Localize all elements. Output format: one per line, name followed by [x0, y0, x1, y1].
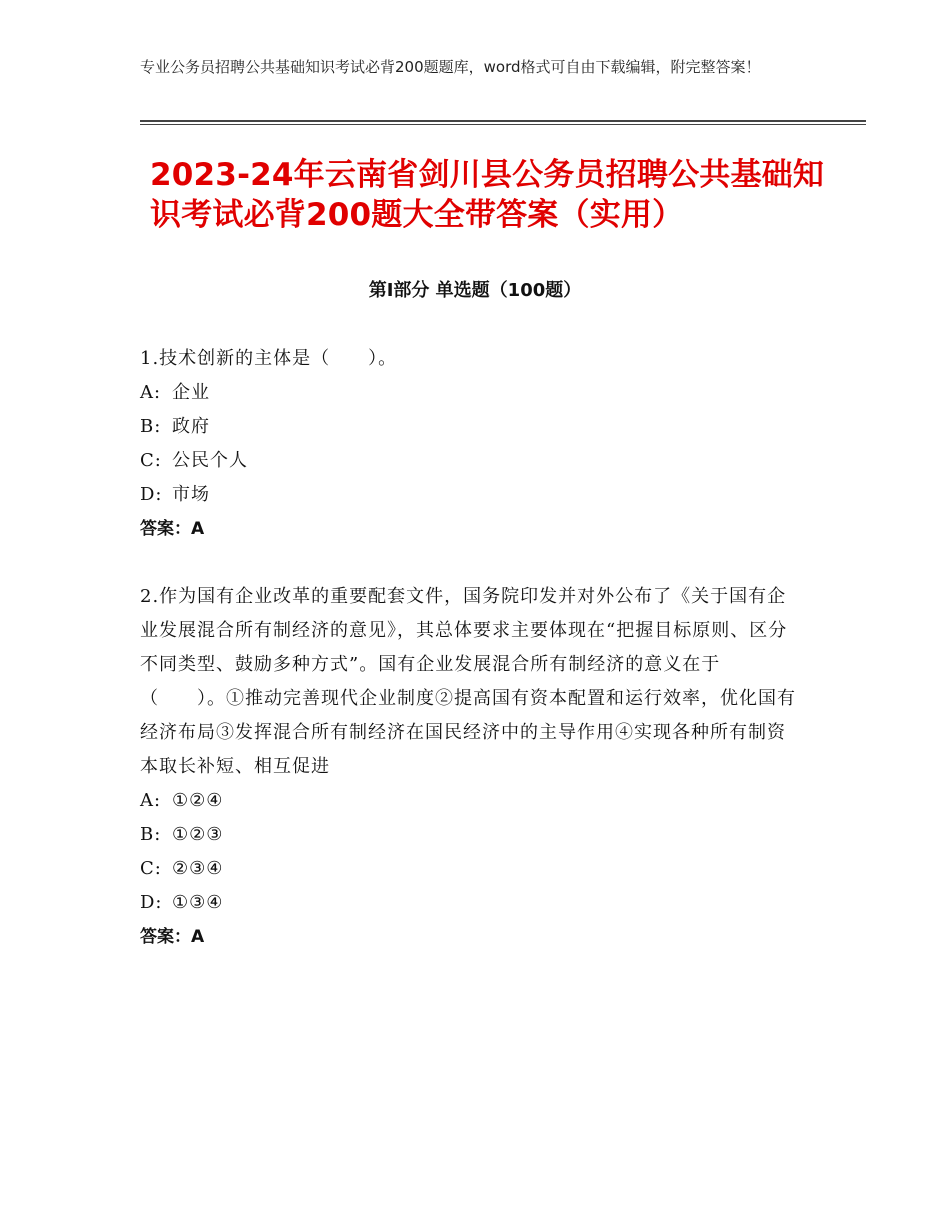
header-divider — [140, 120, 866, 125]
document-title: 2023-24年云南省剑川县公务员招聘公共基础知识考试必背200题大全带答案（实用） — [150, 157, 825, 233]
answer-key: 答案：A — [140, 519, 205, 539]
option-text: ①②③ — [172, 824, 224, 845]
option-letter: B: — [140, 416, 162, 437]
option-letter: A: — [140, 790, 162, 811]
question-stem: 1.技术创新的主体是（ ）。 — [140, 348, 398, 369]
question-2 — [140, 580, 800, 954]
question-stem: 2.作为国有企业改革的重要配套文件，国务院印发并对外公布了《关于国有企业发展混合所有制经济的意见》，其总体要求主要体现在“把握目标原则、区分不同类型、鼓励多种方式”。国有企业发展混合所有制经济的意义在于（ ）。①推动完善现代企业制度②提高国有资本配置和运行效率，优化国有经济布局③发挥混合所有制经济在国民经济中的主导作用④实现各种所有制资本取长补短、相互促进 — [140, 586, 796, 777]
option-letter: C: — [140, 858, 162, 879]
option-text: 市场 — [172, 484, 210, 505]
option-b — [140, 818, 800, 852]
option-text: ①②④ — [172, 790, 224, 811]
question-1 — [140, 342, 800, 546]
option-b — [140, 410, 800, 444]
option-c — [140, 444, 800, 478]
option-c — [140, 852, 800, 886]
option-letter: D: — [140, 484, 163, 505]
option-a — [140, 784, 800, 818]
option-d — [140, 478, 800, 512]
option-letter: C: — [140, 450, 162, 471]
section-heading: 第Ⅰ部分 单选题（100题） — [368, 280, 582, 301]
option-text: ②③④ — [172, 858, 224, 879]
answer-key: 答案：A — [140, 927, 205, 947]
option-letter: D: — [140, 892, 163, 913]
option-text: 政府 — [172, 416, 210, 437]
option-letter: A: — [140, 382, 162, 403]
option-letter: B: — [140, 824, 162, 845]
option-text: 企业 — [172, 382, 210, 403]
header-note: 专业公务员招聘公共基础知识考试必背200题题库，word格式可自由下载编辑，附完整答案！ — [140, 58, 761, 76]
option-a — [140, 376, 800, 410]
option-text: 公民个人 — [172, 450, 248, 471]
option-text: ①③④ — [172, 892, 224, 913]
option-d — [140, 886, 800, 920]
